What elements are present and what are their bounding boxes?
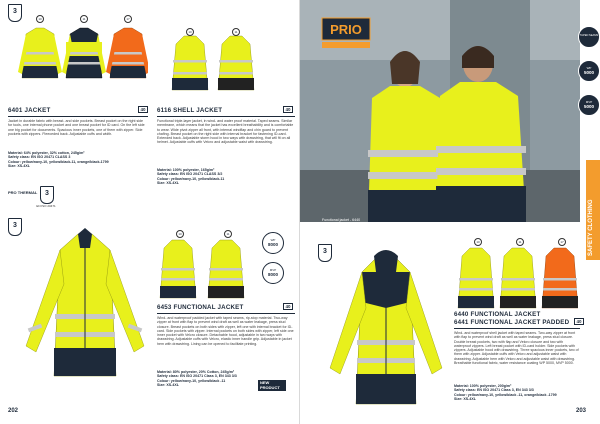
color-swatch: 17 [124,15,132,23]
wp-badge [262,232,284,254]
page-number: 202 [8,408,19,414]
badge-label: MVP [585,100,593,104]
color-swatch: 11 [232,28,240,36]
product-description: Wind- and waterproof padded jacket with taped seams, rip-stop material. Two-way zipper at front with flap to prevent wind draft as well as water leakage, press stud closure. Breast pockets on both sides with zipper, left one with internal bracket for ID-card. Side pockets with zipper. Internal pockets on both sides with zipper, left side one inner pocket with Velcro closure. Detachable hood, adjustable in two ways with drawstring. Adjustable cuffs with Velcro, elastic inner handle grip. Adjustable in jacket hem with drawstring. Lining can be opened to facilitate printing. [157,316,294,346]
product-title-6441: 6441 FUNCTIONAL JACKET PADDED [454,319,570,326]
jacket-6440-large-image [326,248,446,408]
page-ref: 40 [283,106,293,113]
spec-material: Material: 100% polyester, 200g/m² [454,384,512,388]
badge-value: 8000 [267,242,278,247]
divider [157,116,295,117]
cert-class-icon: 3 [318,244,332,262]
spec-size: Size: XS-4XL [8,163,30,168]
product-specs [157,370,257,387]
color-swatch: 11 [516,238,524,246]
divider [8,116,148,117]
page-ref: 40 [138,106,148,113]
spec-material: Material: 100% polyester, 165g/m² [157,168,215,172]
color-swatch: 10 [186,28,194,36]
taped-seams-badge [578,26,600,48]
spec-colour: Colour: yellow/navy-10, yellow/black -11 [157,378,226,383]
color-swatch: 11 [80,15,88,23]
badge-label: WP [270,238,276,242]
cert-caption: EN ISO 20471 [36,204,56,208]
photo-caption: Functional jacket - 6440 [322,218,361,222]
cert-class-icon: 3 [8,218,22,236]
product-description: Wind- and waterproof shell jacket with taped seams. Two-way zipper at front with flap to prevent wind draft as well as water leakage, press stud closure. Double breast pockets, two with flap and Velcro closure and two with waterproof zippers. Left breast pocket with ID-card holder. Side pockets with zippers. Adjustable hood with drawstring. Three spacious inner pockets, two of them with zipper. Adjustable cuffs with Velcro and adjustable waist with drawstring. Adjustable hem with Velcro and adjustable waist with drawstring. Breathable functional fabric, water resistance coating WP 5000, MVP 5000. [454,331,579,366]
badge-label: WP [586,66,592,70]
divider [454,328,580,329]
product-title-6440: 6440 FUNCTIONAL JACKET [454,311,541,318]
jacket-6401-images [18,22,148,98]
spec-colour: Colour: yellow/navy-10, yellow/black-11, orange/black-1799 [8,159,109,164]
spec-material: Material: 80% polyester, 20% Cotton, 245g/m² [157,370,235,374]
section-tab-label: SAFETY CLOTHING [588,199,594,256]
spec-safety: Safety class: EN ISO 20471 Class 3, EN 343 3/3 [157,374,237,379]
page-number: 203 [576,408,587,414]
product-specs [8,151,148,168]
product-description: Jacket in durable fabric with breast- and side pockets. Breast pocket on the right side for tools, one internal phone pocket and one breast pocket for ID card. On the left side one big pocket for documents. Spacious inner pockets, one of them with zipper. Side pockets with zippers. Fleeceded back. Adjustable cuffs and width. [8,119,145,136]
cert-class-icon: 3 [40,186,54,204]
spec-colour: Colour: yellow/navy-10, yellow/black -11, orange/black -1799 [454,392,557,397]
wp-badge [578,60,600,82]
product-description: Functional triple-layer jacket, in wind- and water proof material. Taped seams. Similar membrane, which means that the jacket has excellent breathability and is comfortable to wear. Wide pivot zipper all front, with internal windflap and chin guard to prevent chafing. Breast pocket on the right side with internal bracket for fastening ID-card. Extended back. Adjustable storm hood in two ways with drawstring, that will fit on all helmet. Adjustable cuffs with Velcro and adjustable waist with drawstring. [157,119,294,145]
pro-thermal-logo: PRO THERMAL [8,190,38,195]
brand-logo: PRIO [330,22,362,37]
product-specs [454,384,580,401]
mvp-badge [262,262,284,284]
spec-safety: Safety class: EN ISO 20471 CLASS 3 [8,155,71,160]
jacket-6453-images [156,238,256,302]
jacket-6440-images [454,246,578,310]
color-swatch: 11 [224,230,232,238]
spec-size: Size: XS-4XL [454,396,476,401]
badge-value: 5000 [583,70,594,75]
spec-safety: Safety class: EN ISO 20471 Class 3, EN 343 3/3 [454,388,534,393]
page-ref: 40 [574,318,584,325]
jacket-6116-images [168,34,260,100]
jacket-6453-large-image [20,228,150,378]
product-title-6453: 6453 FUNCTIONAL JACKET [157,304,244,311]
badge-value: 8000 [267,272,278,277]
divider [157,313,295,314]
spec-size: Size: XS-4XL [157,180,179,185]
badge-value: 5000 [583,104,594,109]
page-ref: 40 [283,303,293,310]
color-swatch: 10 [36,15,44,23]
spec-material: Material: 64% polyester, 32% cotton, 245g/m² [8,151,85,155]
new-product-badge: NEW PRODUCT [258,380,286,391]
spec-safety: Safety class: EN ISO 20471 CLASS 3/2 [157,172,223,177]
mvp-badge [578,94,600,116]
lifestyle-photo [300,0,580,222]
color-swatch: 17 [558,238,566,246]
cert-class-icon: 3 [8,4,22,22]
badge-label: MVP [269,268,277,272]
product-title-6116: 6116 SHELL JACKET [157,107,223,114]
right-page [300,0,600,424]
spec-size: Size: XS-4XL [157,382,179,387]
color-swatch: 10 [474,238,482,246]
spec-colour: Colour: yellow/navy-10, yellow/black-11 [157,176,225,181]
section-tab [586,160,600,260]
product-title-6401: 6401 JACKET [8,107,51,114]
product-specs [157,168,295,185]
badge-label: TAPED SEAMS [579,34,599,37]
color-swatch: 10 [176,230,184,238]
